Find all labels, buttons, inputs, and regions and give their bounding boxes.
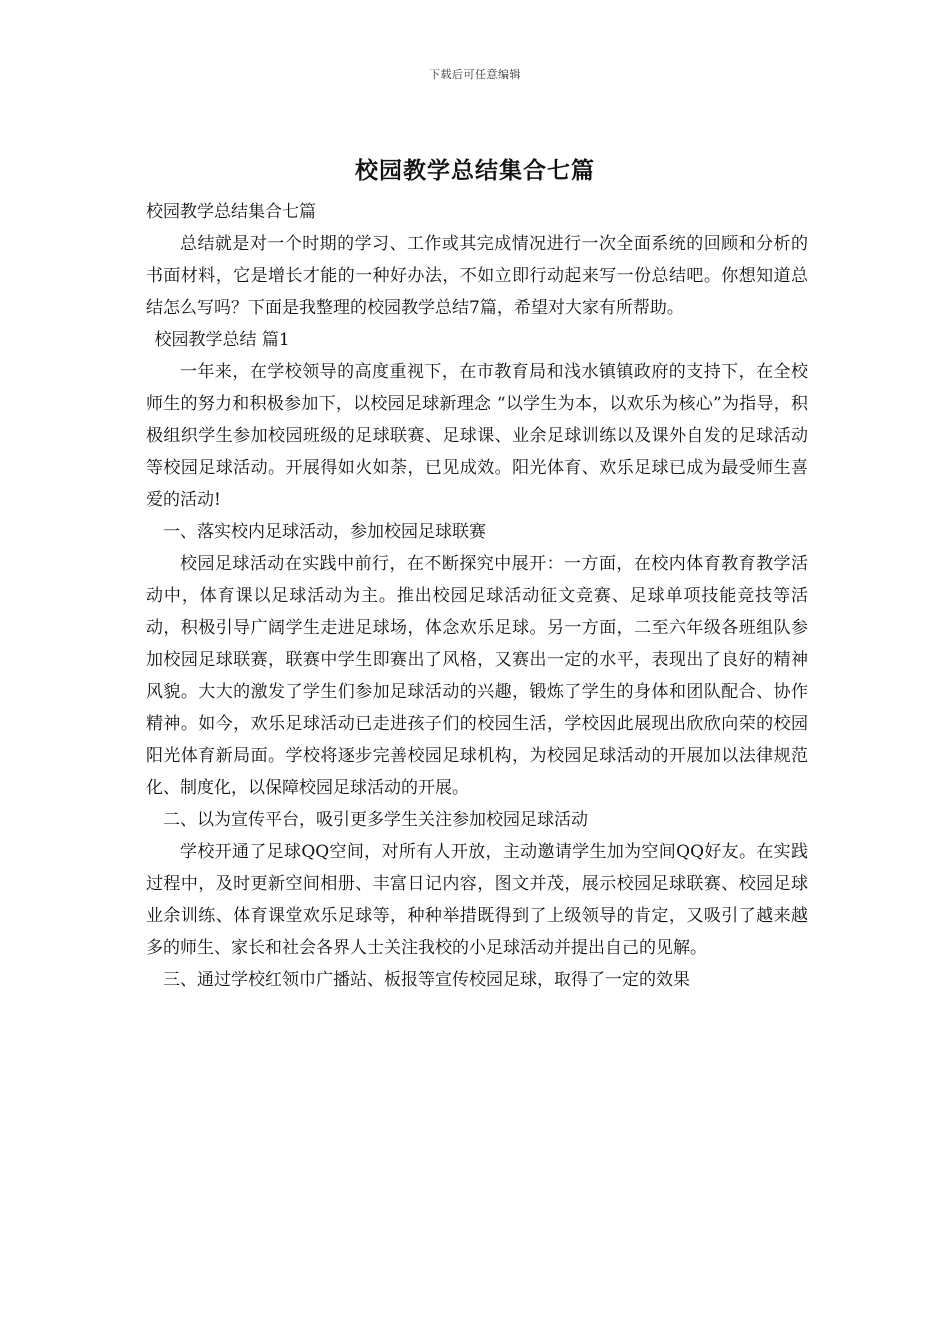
- document-subtitle: 校园教学总结集合七篇: [146, 202, 316, 222]
- header-note: 下载后可任意编辑: [429, 68, 521, 81]
- item1-paragraph: 校园足球活动在实践中前行，在不断探究中展开：一方面，在校内体育教育教学活动中，体育课以足球活动为主。推出校园足球活动征文竞赛、足球单项技能竞技等活动，积极引导广阔学生走进足球场，体念欢乐足球。另一方面，二至六年级各班组队参加校园足球联赛，联赛中学生即赛出了风格，又赛出一定的水平，表现出了良好的精神风貌。大大的激发了学生们参加足球活动的兴趣，锻炼了学生的身体和团队配合、协作精神。如今，欢乐足球活动已走进孩子们的校园生活，学校因此展现出欣欣向荣的校园阳光体育新局面。学校将逐步完善校园足球机构，为校园足球活动的开展加以法律规范化、制度化，以保障校园足球活动的开展。: [146, 554, 808, 798]
- item2-paragraph: 学校开通了足球QQ空间，对所有人开放，主动邀请学生加为空间QQ好友。在实践过程中，及时更新空间相册、丰富日记内容，图文并茂，展示校园足球联赛、校园足球业余训练、体育课堂欢乐足球等，种种举措既得到了上级领导的肯定，又吸引了越来越多的师生、家长和社会各界人士关注我校的小足球活动并提出自己的见解。: [146, 842, 808, 958]
- document-body: [146, 196, 808, 996]
- section-heading-1: 校园教学总结 篇1: [154, 330, 290, 350]
- item-heading-3: 三、通过学校红领巾广播站、板报等宣传校园足球，取得了一定的效果: [163, 970, 690, 990]
- item-heading-1: 一、落实校内足球活动，参加校园足球联赛: [163, 522, 486, 542]
- intro-paragraph: 总结就是对一个时期的学习、工作或其完成情况进行一次全面系统的回顾和分析的书面材料，它是增长才能的一种好办法，不如立即行动起来写一份总结吧。你想知道总结怎么写吗？下面是我整理的校园教学总结7篇，希望对大家有所帮助。: [146, 234, 808, 318]
- item-heading-2: 二、以为宣传平台，吸引更多学生关注参加校园足球活动: [163, 810, 588, 830]
- section1-paragraph: 一年来，在学校领导的高度重视下，在市教育局和浅水镇镇政府的支持下，在全校师生的努力和积极参加下，以校园足球新理念 “以学生为本，以欢乐为核心”为指导，积极组织学生参加校园班级的足球联赛、足球课、业余足球训练以及课外自发的足球活动等校园足球活动。开展得如火如荼，已见成效。阳光体育、欢乐足球已成为最受师生喜爱的活动!: [146, 362, 808, 510]
- document-title: 校园教学总结集合七篇: [355, 157, 595, 184]
